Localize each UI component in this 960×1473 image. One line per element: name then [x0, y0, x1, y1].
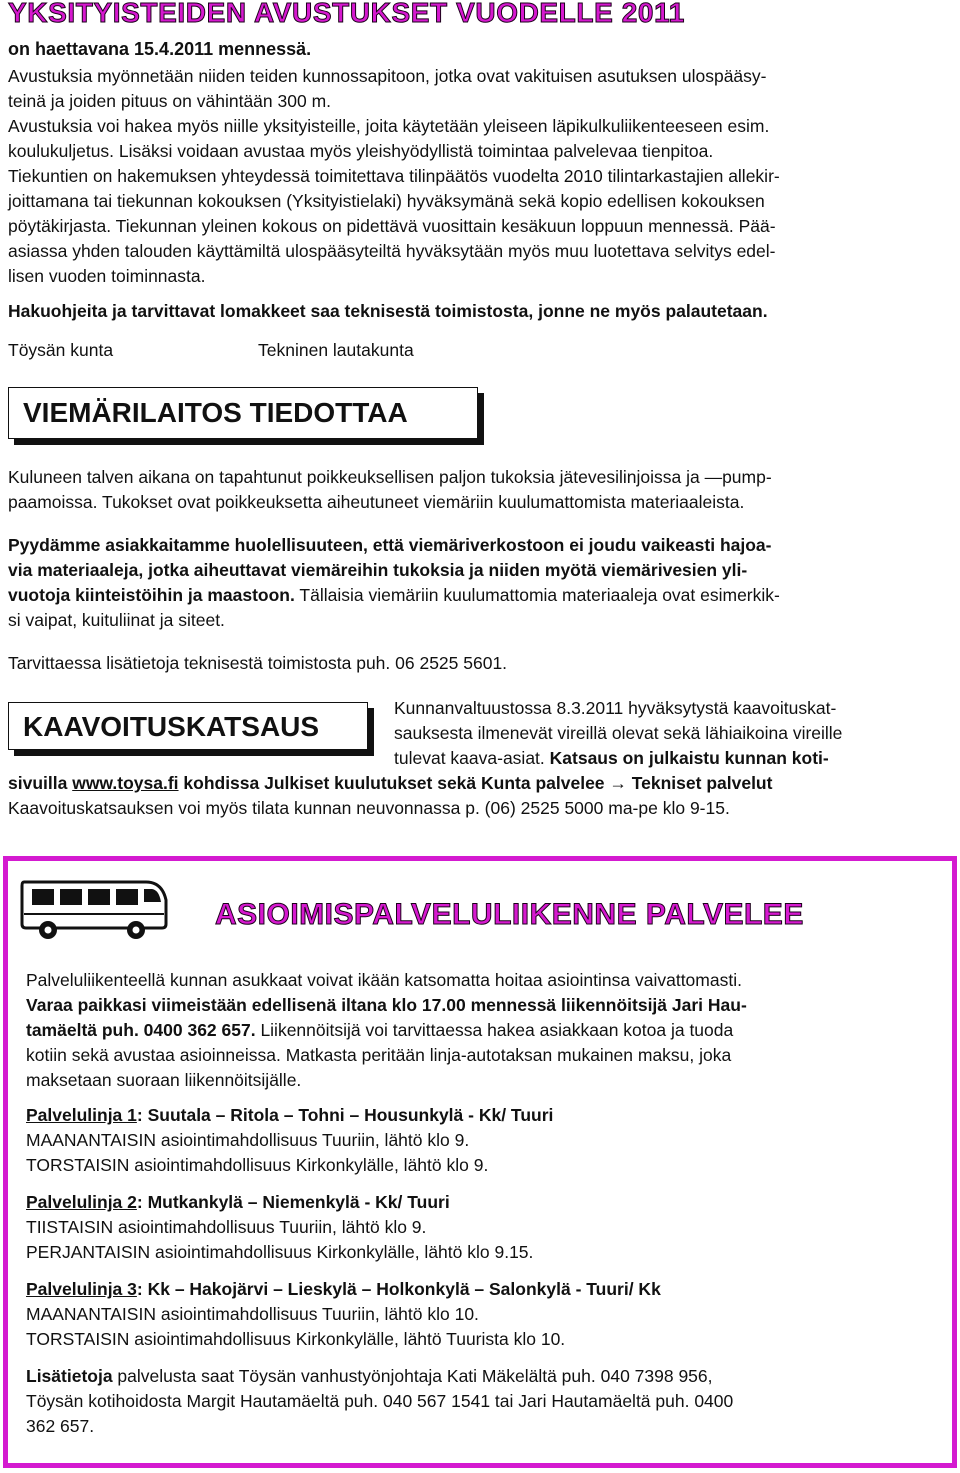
route-schedule: PERJANTAISIN asiointimahdollisuus Kirkonkylälle, lähtö klo 9.15. — [26, 1242, 534, 1262]
avustukset-body — [8, 64, 952, 289]
route-path: : Kk – Hakojärvi – Lieskylä – Holkonkylä – Salonkylä - Tuuri/ Kk — [136, 1279, 661, 1299]
route-label: Palvelulinja 3 — [26, 1279, 137, 1299]
body-line-bold: via materiaaleja, jotka aiheuttavat viemäreihin tukoksia ja niiden myötä viemärivesien yli- — [8, 560, 748, 580]
body-line-bold: tamäeltä puh. 0400 362 657. — [26, 1020, 256, 1040]
body-line: Palveluliikenteellä kunnan asukkaat voivat ikään katsomatta hoitaa asiointinsa vaivattomasti. — [26, 970, 742, 990]
route-schedule: MAANANTAISIN asiointimahdollisuus Tuuriin, lähtö klo 9. — [26, 1130, 470, 1150]
kaavoitus-text — [394, 696, 952, 771]
body-line-bold: Pyydämme asiakkaitamme huolellisuuteen, että viemäriverkostoon ei joudu vaikeasti hajoa- — [8, 535, 772, 555]
body-line: Kunnanvaltuustossa 8.3.2011 hyväksytystä kaavoituskat- — [394, 698, 837, 718]
route-path: : Suutala – Ritola – Tohni – Housunkylä - Kk/ Tuuri — [136, 1105, 554, 1125]
body-line: si vaipat, kuituliinat ja siteet. — [8, 610, 225, 630]
body-line: lisen vuoden toiminnasta. — [8, 266, 206, 286]
body-line: paamoissa. Tukokset ovat poikkeuksetta aiheutuneet viemäriin kuulumattomista materiaaleista. — [8, 492, 745, 512]
kaavoitus-section — [8, 696, 952, 821]
viemari-title-box — [8, 387, 478, 439]
route-label: Palvelulinja 1 — [26, 1105, 137, 1125]
body-line: 362 657. — [26, 1416, 95, 1436]
route-schedule: MAANANTAISIN asiointimahdollisuus Tuuriin, lähtö klo 10. — [26, 1304, 479, 1324]
body-line-bold: Katsaus on julkaistu kunnan koti- — [549, 748, 829, 768]
body-line: Tiekuntien on hakemuksen yhteydessä toimitettava tilinpäätös vuodelta 2010 tilintarkastajien allekir- — [8, 166, 780, 186]
body-line: Avustuksia myönnetään niiden teiden kunnossapitoon, jotka ovat vakituisen asutuksen ulospääsy- — [8, 66, 767, 86]
body-line-bold: Varaa paikkasi viimeistään edellisenä iltana klo 17.00 mennessä liikennöitsijä Jari Hau- — [26, 995, 747, 1015]
avustukset-instructions: Hakuohjeita ja tarvittavat lomakkeet saa teknisestä toimistosta, jonne ne myös palautetaan. — [8, 301, 768, 321]
body-line-bold: kohdissa Julkiset kuulutukset sekä Kunta palvelee → Tekniset palvelut — [178, 773, 773, 793]
viemari-paragraph-1 — [8, 465, 952, 515]
route-label: Palvelulinja 2 — [26, 1192, 137, 1212]
route-block — [26, 1190, 932, 1265]
route-block — [26, 1277, 932, 1352]
body-line: kotiin sekä avustaa asioinneissa. Matkasta peritään linja-autotaksan mukainen maksu, joka — [26, 1045, 732, 1065]
signature-municipality: Töysän kunta — [8, 340, 114, 360]
bus-icon — [18, 874, 170, 940]
body-line-bold: vuotoja kiinteistöihin ja maastoon. — [8, 585, 295, 605]
body-line: asiassa yhden talouden käyttämiltä ulospääsyteiltä hyväksytään myös muu luotettava selvitys edel- — [8, 241, 776, 261]
body-line: joittamana tai tiekunnan kokouksen (Yksityistielaki) hyväksymänä sekä kopio edellisen kokouksen — [8, 191, 765, 211]
body-line: tulevat kaava-asiat. — [394, 748, 550, 768]
body-line: teinä ja joiden pituus on vähintään 300 m. — [8, 91, 332, 111]
body-line: palvelusta saat Töysän vanhustyönjohtaja Kati Mäkelältä puh. 040 7398 956, — [112, 1366, 713, 1386]
body-line: Kuluneen talven aikana on tapahtunut poikkeuksellisen paljon tukoksia jätevesilinjoissa ja —pump- — [8, 467, 772, 487]
body-line: maksetaan suoraan liikennöitsijälle. — [26, 1070, 302, 1090]
page — [8, 0, 952, 821]
body-line: pöytäkirjasta. Tiekunnan yleinen kokous on pidettävä vuosittain kesäkuun loppuun mennessä. Pää- — [8, 216, 776, 236]
route-schedule: TORSTAISIN asiointimahdollisuus Kirkonkylälle, lähtö Tuurista klo 10. — [26, 1329, 566, 1349]
route-path: : Mutkankylä – Niemenkylä - Kk/ Tuuri — [136, 1192, 450, 1212]
signature-committee: Tekninen lautakunta — [258, 340, 414, 360]
kaavoitus-title-box — [8, 702, 368, 750]
website-link[interactable]: www.toysa.fi — [72, 773, 179, 793]
body-line: Tällaisia viemäriin kuulumattomia materiaaleja ovat esimerkik- — [294, 585, 780, 605]
body-line: Avustuksia voi hakea myös niille yksityisteille, joita käytetään yleiseen läpikulkuliikenteeseen esim. — [8, 116, 770, 136]
asiointi-info — [26, 1364, 932, 1439]
route-schedule: TORSTAISIN asiointimahdollisuus Kirkonkylälle, lähtö klo 9. — [26, 1155, 489, 1175]
body-line: Töysän kotihoidosta Margit Hautamäeltä puh. 040 567 1541 tai Jari Hautamäeltä puh. 0400 — [26, 1391, 734, 1411]
route-schedule: TIISTAISIN asiointimahdollisuus Tuuriin, lähtö klo 9. — [26, 1217, 427, 1237]
body-line: koulukuljetus. Lisäksi voidaan avustaa myös yleishyödyllistä toimintaa palvelevaa tienpitoa. — [8, 141, 714, 161]
body-line: sauksesta ilmenevät vireillä olevat sekä lähiaikoina vireille — [394, 723, 843, 743]
signature-row — [8, 338, 952, 363]
asiointi-body — [26, 968, 932, 1439]
body-line-bold: sivuilla — [8, 773, 73, 793]
body-line: Kaavoituskatsauksen voi myös tilata kunnan neuvonnassa p. (06) 2525 5000 ma-pe klo 9-15. — [8, 798, 730, 818]
avustukset-deadline: on haettavana 15.4.2011 mennessä. — [8, 39, 312, 59]
asiointi-title: ASIOIMISPALVELULIIKENNE PALVELEE — [215, 898, 804, 931]
avustukset-title: YKSITYISTEIDEN AVUSTUKSET VUODELLE 2011 — [8, 0, 685, 28]
kaavoitus-title: KAAVOITUSKATSAUS — [23, 711, 320, 742]
body-line: Liikennöitsijä voi tarvittaessa hakea asiakkaan kotoa ja tuoda — [255, 1020, 734, 1040]
route-block — [26, 1103, 932, 1178]
info-label: Lisätietoja — [26, 1366, 113, 1386]
viemari-contact: Tarvittaessa lisätietoja teknisestä toimistosta puh. 06 2525 5601. — [8, 653, 508, 673]
viemari-title: VIEMÄRILAITOS TIEDOTTAA — [23, 397, 408, 428]
viemari-paragraph-2 — [8, 533, 952, 633]
